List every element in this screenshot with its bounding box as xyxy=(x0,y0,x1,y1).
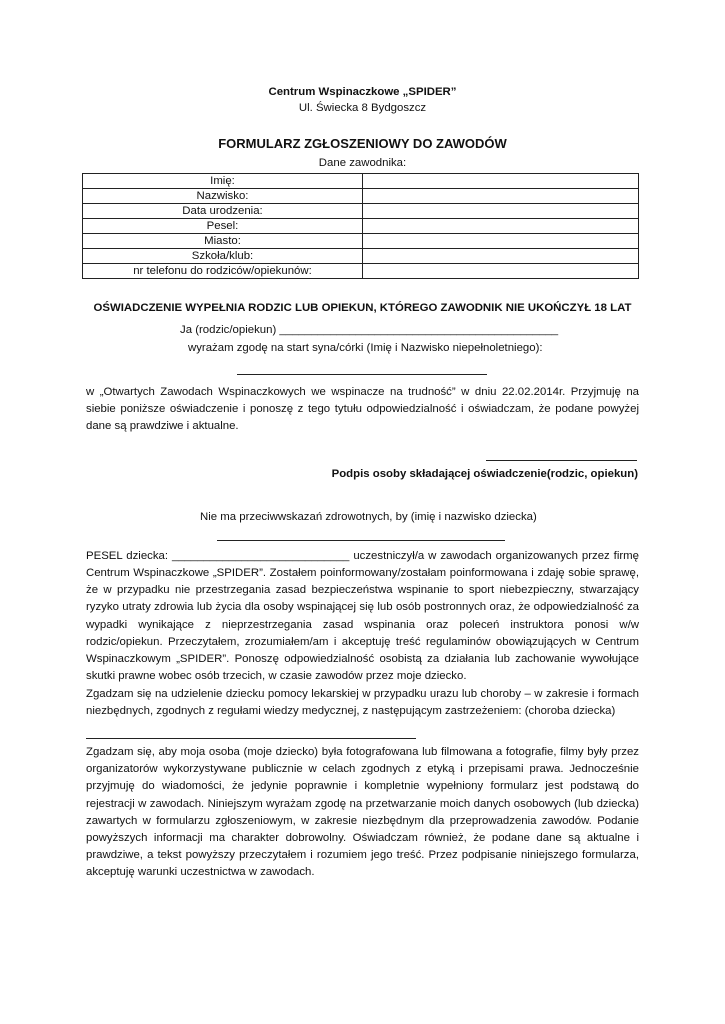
pesel-line xyxy=(86,548,639,565)
health-statement: Nie ma przeciwwskazań zdrowotnych, by (imię i nazwisko dziecka) xyxy=(200,511,537,523)
row-label: Data urodzenia: xyxy=(83,204,363,219)
birth-date-field[interactable] xyxy=(363,204,639,219)
table-row xyxy=(83,174,639,189)
row-label: Pesel: xyxy=(83,219,363,234)
row-label: Miasto: xyxy=(83,234,363,249)
consent-line: wyrażam zgodę na start syna/córki (Imię i Nazwisko niepełnoletniego): xyxy=(188,342,543,354)
declaration-paragraph: w „Otwartych Zawodach Wspinaczkowych we wspinacze na trudność” w dniu 22.02.2014r. Przyjmuję na siebie poniższe oświadczenie i ponoszę z tego tytułu odpowiedzialność i oświadczam, że podane powyżej dane są prawdziwe i aktualne. xyxy=(86,386,639,433)
medical-consent: Zgadzam się na udzielenie dziecku pomocy lekarskiej w przypadku urazu lub choroby – w zakresie i formach niezbędnych, zgodnych z regułami wiedzy medycznej, z następującym zastrzeżeniem: (choroba dziecka) xyxy=(86,688,639,718)
parent-name-line[interactable]: Ja (rodzic/opiekun) ____________________________________________ xyxy=(180,324,559,336)
first-name-field[interactable] xyxy=(363,174,639,189)
form-title: FORMULARZ ZGŁOSZENIOWY DO ZAWODÓW xyxy=(218,136,507,151)
row-label: Szkoła/klub: xyxy=(83,249,363,264)
minor-name-blank[interactable] xyxy=(237,374,487,375)
pesel-field[interactable] xyxy=(363,219,639,234)
table-row xyxy=(83,219,639,234)
table-row xyxy=(83,189,639,204)
parent-phone-field[interactable] xyxy=(363,264,639,279)
pesel-rest: uczestniczył/a w zawodach organizowanych przez firmę xyxy=(353,550,639,562)
child-name-blank[interactable] xyxy=(217,540,505,541)
org-address: Ul. Świecka 8 Bydgoszcz xyxy=(298,102,427,114)
pesel-prefix[interactable]: PESEL dziecka: ____________________________ xyxy=(86,550,350,562)
row-label: Nazwisko: xyxy=(83,189,363,204)
signature-label: Podpis osoby składającej oświadczenie(rodzic, opiekun) xyxy=(331,468,638,480)
declaration-heading: OŚWIADCZENIE WYPEŁNIA RODZIC LUB OPIEKUN, KTÓREGO ZAWODNIK NIE UKOŃCZYŁ 18 LAT xyxy=(93,302,632,314)
table-row xyxy=(83,234,639,249)
row-label: Imię: xyxy=(83,174,363,189)
illness-blank[interactable] xyxy=(86,738,416,739)
photo-data-consent: Zgadzam się, aby moja osoba (moje dziecko) była fotografowana lub filmowana a fotografie, filmy były przez organizatorów wykorzystywane publicznie w celach zgodnych z etyką i przepisami prawa. Jednocześnie przyjmuję do wiadomości, że jedynie poprawnie i kompletnie wypełniony formularz jest podstawą do rejestracji w zawodach. Niniejszym wyrażam zgodę na przetwarzanie moich danych osobowych (lub dziecka) zawartych w formularzu zgłoszeniowym, w zakresie niezbędnym dla przeprowadzenia zawodów. Podanie powyższych informacji ma charakter dobrowolny. Oświadczam również, że podane dane są aktualne i prawdziwe, a tekst powyższy przeczytałem i rozumiem jego treść. Przez podpisanie niniejszego formularza, akceptuję warunki uczestnictwa w zawodach. xyxy=(86,746,639,879)
city-field[interactable] xyxy=(363,234,639,249)
signature-blank[interactable] xyxy=(486,460,637,461)
registration-table xyxy=(82,173,639,279)
participation-body: Centrum Wspinaczkowe „SPIDER”. Zostałem poinformowany/zostałam poinformowana i zdaję sobie sprawę, że w przypadku nie przestrzegania zasad bezpieczeństwa wspinanie to sport niebezpieczny, stwarzający ryzyko utraty zdrowia lub życia dla osoby wspinającej się lub osób postronnych oraz, że odpowiedzialność za wypadki wynikające z nieprzestrzegania zasad wspinania oraz poleceń instruktora ponosi w/w rodzic/opiekun. Przeczytałem, zrozumiałem/am i akceptuję treść regulaminów obowiązujących w Centrum Wspinaczkowym „SPIDER”. Ponoszę odpowiedzialność osobistą za działania lub zachowanie wywołujące skutki prawne wobec osób trzecich, w czasie zawodów przez moje dziecko. xyxy=(86,567,639,683)
last-name-field[interactable] xyxy=(363,189,639,204)
row-label: nr telefonu do rodziców/opiekunów: xyxy=(83,264,363,279)
table-row xyxy=(83,204,639,219)
form-subtitle: Dane zawodnika: xyxy=(318,157,407,169)
table-row xyxy=(83,264,639,279)
org-name: Centrum Wspinaczkowe „SPIDER” xyxy=(268,86,457,98)
table-row xyxy=(83,249,639,264)
school-club-field[interactable] xyxy=(363,249,639,264)
